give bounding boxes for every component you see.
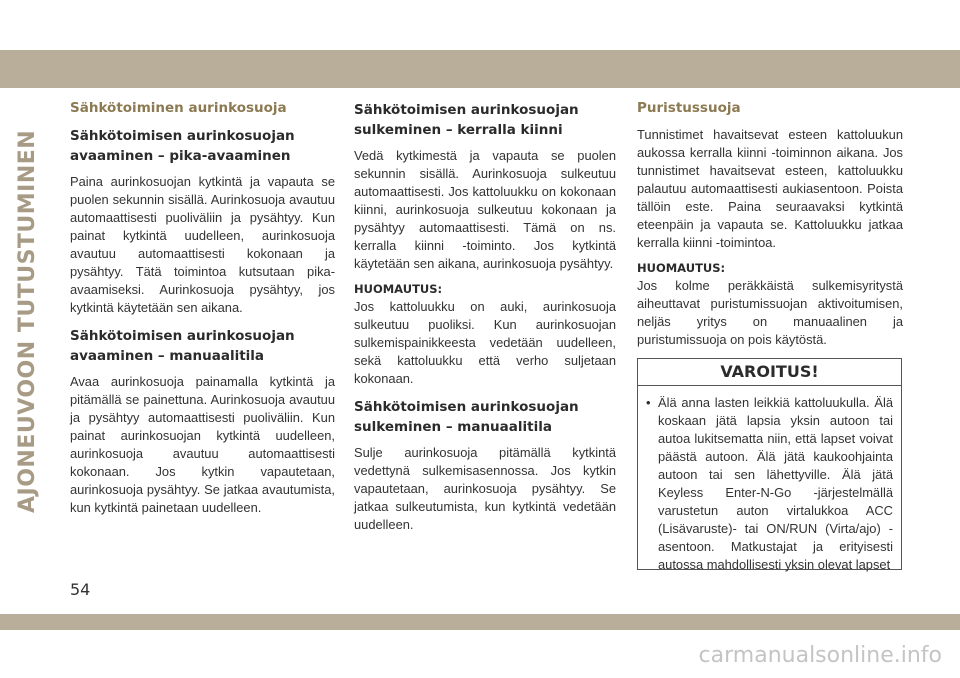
note-text: Jos kattoluukku on auki, aurinkosuoja sulkeutuu puoliksi. Kun aurinkosuojan sulkemispainikkeesta vedetään uudelleen, sekä kattoluukku että verho suljetaan kokonaan. [354,299,616,386]
page-number: 54 [70,580,91,599]
warning-text: Älä anna lasten leikkiä kattoluukulla. Älä koskaan jätä lapsia yksin autoon tai autoa lukitsematta niin, että lapset voivat päästä autoon. Älä jätä kaukoohjainta autoon tai sen lähettyville. Älä jätä Keyless Enter-N-Go -järjestelmällä varustetun auton virtalukkoa ACC (Lisävaruste)- tai ON/RUN (Virta/ajo) -asentoon. Matkustajat ja erityisesti autossa mahdollisesti yksin olevat lapset [658,395,893,572]
column-2 [354,100,616,543]
column-1 [70,100,335,526]
section-title-sunshade: Sähkötoiminen aurinkosuoja [70,100,287,116]
note-label: HUOMAUTUS: [637,261,726,275]
paragraph-close-manual: Sulje aurinkosuoja pitämällä kytkintä vedettynä sulkemisasennossa. Jos kytkin vapautetaan, aurinkosuoja pysähtyy. Se jatkaa sulkeutumista, kun kytkintä vedetään uudelleen. [354,445,616,532]
note-text: Jos kolme peräkkäistä sulkemisyritystä aiheuttavat puristumissuojan aktivoitumisen, neljäs yritys on manuaalinen ja puristumissuoja on pois käytöstä. [637,278,903,347]
paragraph-pinch-protect: Tunnistimet havaitsevat esteen kattoluukun aukossa kerralla kiinni -toiminnon aikana. Jos tunnistimet havaitsevat esteen, kattoluukku palautuu automaattisesti aukiasentoon. Poista tällöin este. Paina seuraavaksi kytkintä eteenpäin ja vapauta se. Kattoluukku jatkaa kerralla kiinni -toimintoa. [637,127,903,250]
header-band [0,50,960,88]
column-3 [637,100,903,570]
subtitle-open-manual: Sähkötoimisen aurinkosuojan avaaminen – manuaalitila [70,328,295,364]
section-title-pinch-protect: Puristussuoja [637,100,741,116]
paragraph-open-express: Paina aurinkosuojan kytkintä ja vapauta se puolen sekunnin sisällä. Aurinkosuoja avautuu automaattisesti puoliväliin ja pysähtyy. Kun painat kytkintä uudelleen, aurinkosuoja avautuu automaattisesti kokonaan ja pysähtyy. Tätä toimintoa kutsutaan pika-avaamiseksi. Aurinkosuoja pysähtyy, jos kytkintä käytetään sen aikana. [70,174,335,315]
bullet-icon: • [646,395,651,410]
footer-band [0,614,960,630]
subtitle-close-manual: Sähkötoimisen aurinkosuojan sulkeminen – manuaalitila [354,399,579,435]
chapter-sidebar [0,92,55,550]
warning-box [637,358,902,570]
subtitle-open-express: Sähkötoimisen aurinkosuojan avaaminen – pika-avaaminen [70,128,295,164]
warning-body [638,386,901,574]
chapter-title: AJONEUVOON TUTUSTUMINEN [15,129,40,513]
note-label: HUOMAUTUS: [354,282,443,296]
paragraph-close-express: Vedä kytkimestä ja vapauta se puolen sekunnin sisällä. Aurinkosuoja sulkeutuu automaattisesti. Jos kattoluukku on kokonaan kiinni, aurinkosuoja sulkeutuu kokonaan ja pysähtyy automaattisesti. Tämä on ns. kerralla kiinni -toiminto. Jos kytkintä käytetään sen aikana, aurinkosuoja pysähtyy. [354,148,616,271]
warning-title: VAROITUS! [638,359,901,386]
subtitle-close-express: Sähkötoimisen aurinkosuojan sulkeminen – kerralla kiinni [354,102,579,138]
watermark: carmanualsonline.info [698,643,942,668]
paragraph-open-manual: Avaa aurinkosuoja painamalla kytkintä ja pitämällä se painettuna. Aurinkosuoja avautuu ja pysähtyy automaattisesti puoliväliin. Kun painat aurinkosuojan kytkintä uudelleen, aurinkosuoja avautuu automaattisesti kokonaan. Jos kytkin vapautetaan, aurinkosuoja pysähtyy. Se jatkaa avautumista, kun kytkintä painetaan uudelleen. [70,374,335,515]
